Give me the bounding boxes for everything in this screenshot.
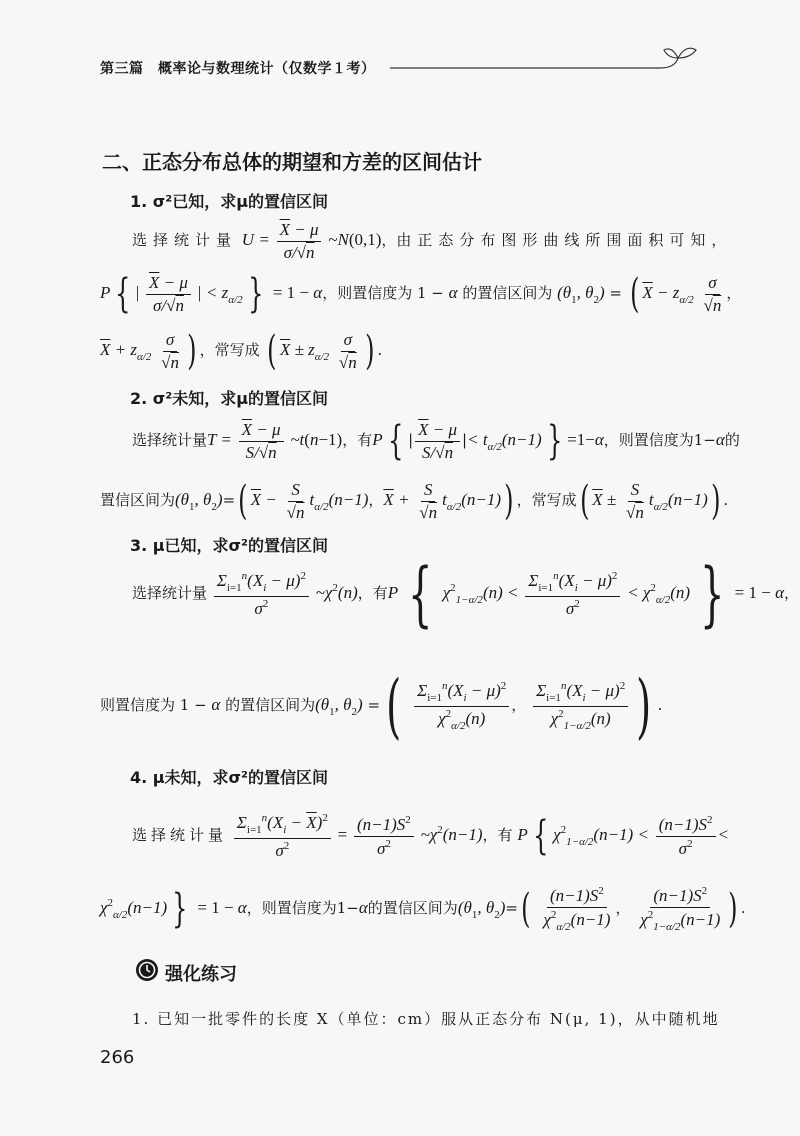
s4-line-2: $\chi^2_{\alpha/2}(n-1)$ } = 1 − α，则置信度为1−α的置信区间为($\theta_1$, $\theta_2)=$( $\frac{(n-1)S^2}{\chi^2_{\alpha/2}(n-1)}$ ， $\frac{(n-1)S^2}{\chi^2_{1-\alpha/2}(n-1)}$ ) . [100, 885, 746, 933]
subsection-4-heading: 4. μ未知，求σ²的置信区间 [130, 768, 329, 787]
s1-line-2: P { | $\frac{\overline{X} - \mu}{\sigma/√n}$ | < $z_{\alpha/2}$ } = 1 − α，则置信度为 1 − α 的置信区间为 ($\theta_1$, $\theta_2$) = ( $\overline{X} - z_{\alpha/2}$ $\frac{\sigma}{√n}$ ， [100, 271, 742, 318]
s3-line-2: 则置信度为 1 − α 的置信区间为($\theta_1$, $\theta_2$) =( $\frac{\Sigma_{i=1}^n(X_i - \mu)^2}{\chi^2_{\alpha/2}(n)}$ ， $\frac{\Sigma_{i=1}^n(X_i - \mu)^2}{\chi^2_{1-\alpha/2}(n)}$ ) . [100, 665, 663, 748]
s1-line-3: $\overline{X} + z_{\alpha/2}$ $\frac{\sigma}{√n}$ ) ，常写成 ( $\overline{X} \pm z_{\alpha/2}$ $\frac{\sigma}{√n}$ ) . [100, 328, 383, 375]
sprout-leaf-icon [664, 49, 678, 58]
s2-line-1: 选择统计量T = $\frac{\overline{X} - \mu}{S/√n}$ ~t(n−1)，有P { | $\frac{\overline{X} - \mu}{S/√n}$ |< $t_{\alpha/2}(n-1)$ } =1−α，则置信度为1−α的 [132, 418, 740, 465]
s1-line-1: 选择统计量 U = $\frac{\overline{X} - \mu}{\sigma/√n}$ ~N(0,1)，由正态分布图形曲线所围面积可知， [132, 220, 733, 262]
section-heading: 二、正态分布总体的期望和方差的区间估计 [102, 150, 482, 174]
practice-title: 强化练习 [165, 964, 237, 985]
s2-line-2: 置信区间为($\theta_1$, $\theta_2)=$( $\overline{X}$ − $\frac{S}{√n}$ $t_{\alpha/2}(n-1)$，$\overline{X}$ + $\frac{S}{√n}$ $t_{\alpha/2}(n-1)$) ，常写成( $\overline{X}$ ± $\frac{S}{√n}$ $t_{\alpha/2}(n-1)$) . [100, 478, 729, 525]
clock-icon [135, 958, 159, 982]
s3-line-1: 选择统计量 $\frac{\Sigma_{i=1}^n(X_i - \mu)^2}{\sigma^2}$ $\sim\chi^2(n)$，有P { $\chi^2_{1-\alpha/2}(n)$ < $\frac{\Sigma_{i=1}^n(X_i - \mu)^2}{\sigma^2}$ < $\chi^2_{\alpha/2}(n)$ } = 1 − α， [132, 553, 800, 636]
subsection-3-heading: 3. μ已知，求σ²的置信区间 [130, 536, 329, 555]
page-number: 266 [100, 1047, 135, 1068]
running-header-title: 第三篇 概率论与数理统计（仅数学１考） [100, 61, 376, 77]
subsection-2-heading: 2. σ²未知，求μ的置信区间 [130, 389, 329, 408]
subsection-1-heading: 1. σ²已知，求μ的置信区间 [130, 192, 329, 211]
s4-line-1: 选择统计量 $\frac{\Sigma_{i=1}^n(X_i - \overline{X})^2}{\sigma^2}$ = $\frac{(n-1)S^2}{\sigma^2}$ $\sim\chi^2(n-1)$，有 P { $\chi^2_{1-\alpha/2}(n-1)$ < $\frac{(n-1)S^2}{\sigma^2}$ < [132, 812, 729, 860]
header-rule [0, 0, 800, 90]
exercise-1: 1. 已知一批零件的长度 X（单位：cm）服从正态分布 N(μ, 1)，从中随机地 [132, 1010, 720, 1028]
